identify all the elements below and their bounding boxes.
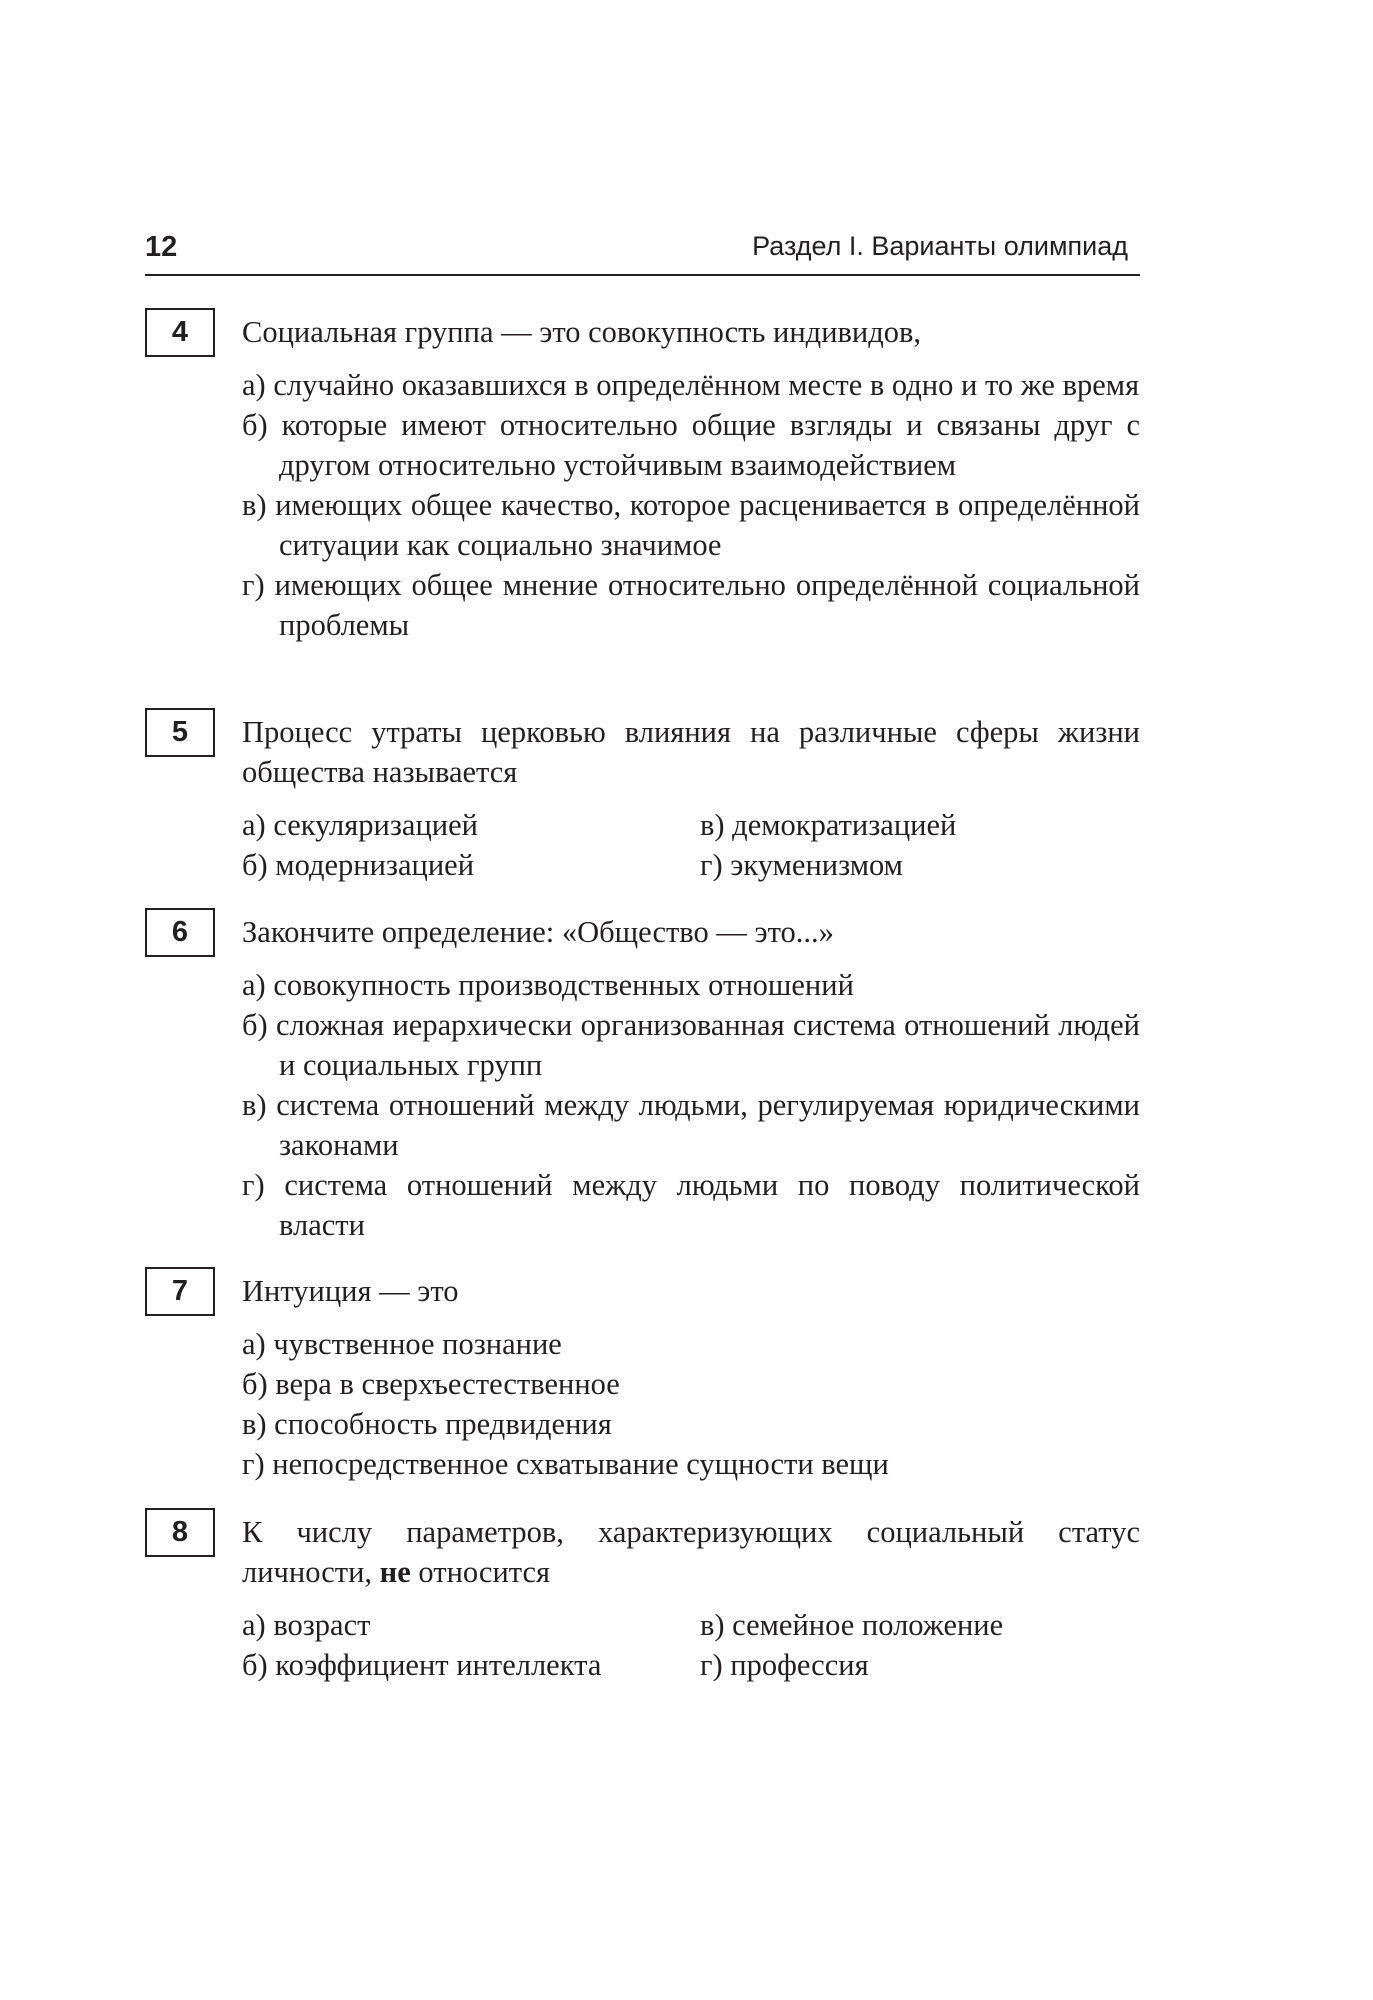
- answer-option-v: в) имеющих общее качество, которое расценивается в определённой ситуации как социально значимое: [242, 488, 1140, 562]
- answer-option-v: в) семейное положение: [700, 1608, 1004, 1642]
- answer-option-v: в) демократизацией: [700, 808, 957, 842]
- answer-option-g: г) имеющих общее мнение относительно определённой социальной проблемы: [242, 568, 1140, 642]
- page-header: [145, 226, 1140, 276]
- question-text: [242, 1512, 1140, 1592]
- question-text-emphasis: не: [379, 1555, 411, 1589]
- answer-option-b: б) вера в сверхъестественное: [242, 1367, 620, 1401]
- answer-options: [242, 1605, 1140, 1685]
- question-8: [145, 1508, 1140, 1685]
- answer-option-g: г) непосредственное схватывание сущности вещи: [242, 1447, 889, 1481]
- answer-options: [242, 1324, 1140, 1484]
- answer-option-g: г) профессия: [700, 1648, 869, 1682]
- question-6: [145, 908, 1140, 1245]
- answer-option-b: б) сложная иерархически организованная система отношений людей и социальных групп: [242, 1008, 1140, 1082]
- answer-option-a: а) секуляризацией: [242, 808, 478, 842]
- answer-option-b: б) модернизацией: [242, 848, 475, 882]
- question-text: Интуиция — это: [242, 1274, 459, 1308]
- answer-options: [242, 365, 1140, 645]
- answer-option-a: а) возраст: [242, 1608, 371, 1642]
- answer-option-g: г) экуменизмом: [700, 848, 903, 882]
- question-text: Социальная группа — это совокупность индивидов,: [242, 315, 922, 349]
- answer-option-a: а) случайно оказавшихся в определённом месте в одно и то же время: [242, 368, 1140, 402]
- question-text: Закончите определение: «Общество — это...»: [242, 915, 834, 949]
- answer-options: [242, 805, 1140, 885]
- question-7: [145, 1267, 1140, 1484]
- question-number-box: 4: [145, 308, 215, 357]
- question-number-box: 6: [145, 908, 215, 957]
- question-4: [145, 308, 1140, 645]
- answer-option-a: а) совокупность производственных отношений: [242, 968, 854, 1002]
- answer-option-g: г) система отношений между людьми по поводу политической власти: [242, 1168, 1140, 1242]
- question-text-end: относится: [418, 1555, 551, 1589]
- question-number-box: 7: [145, 1267, 215, 1316]
- question-5: [145, 708, 1140, 885]
- question-number-box: 5: [145, 708, 215, 757]
- answer-options: [242, 965, 1140, 1245]
- answer-option-b: б) которые имеют относительно общие взгляды и связаны друг с другом относительно устойчивым взаимодействием: [242, 408, 1140, 482]
- page-number: 12: [145, 231, 178, 263]
- question-number-box: 8: [145, 1508, 215, 1557]
- question-text: Процесс утраты церковью влияния на различные сферы жизни общества называется: [242, 715, 1140, 789]
- answer-option-v: в) система отношений между людьми, регулируемая юридическими законами: [242, 1088, 1140, 1162]
- question-text-start: К числу параметров, характеризующих социальный статус личности,: [242, 1515, 1140, 1589]
- answer-option-a: а) чувственное познание: [242, 1327, 562, 1361]
- answer-option-b: б) коэффициент интеллекта: [242, 1648, 602, 1682]
- answer-option-v: в) способность предвидения: [242, 1407, 612, 1441]
- section-title: Раздел I. Варианты олимпиад: [752, 231, 1128, 261]
